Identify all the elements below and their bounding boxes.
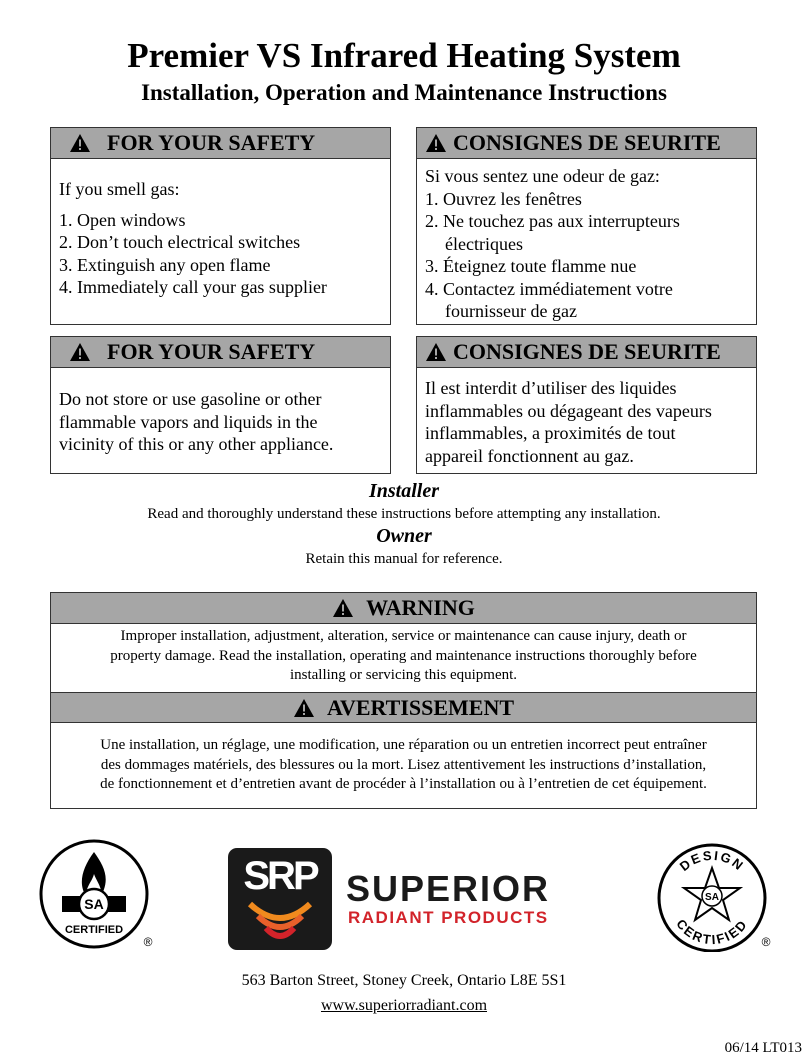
- avertissement-line-1: Une installation, un réglage, une modification, une réparation ou un entretien incorrect peut entraîner: [100, 737, 707, 753]
- brand-name: SUPERIOR: [346, 868, 551, 909]
- page-title: Premier VS Infrared Heating System: [127, 36, 681, 75]
- warning-line-3: installing or servicing this equipment.: [289, 667, 518, 683]
- gas-step-2: 2. Don’t touch electrical switches: [59, 232, 301, 252]
- flammable-line-4-fr: appareil fonctionnent au gaz.: [425, 445, 634, 466]
- warning-heading: WARNING: [366, 595, 475, 620]
- installer-text: Read and thoroughly understand these instructions before attempting any installation.: [147, 506, 661, 522]
- safety-heading: FOR YOUR SAFETY: [107, 130, 316, 155]
- company-address: 563 Barton Street, Stoney Creek, Ontario L8E 5S1: [241, 972, 567, 989]
- flammable-line-2: flammable vapors and liquids in the: [59, 411, 318, 432]
- safety-box-header: [417, 337, 756, 368]
- avertissement-line-3: de fonctionnement et d’entretien avant de procéder à l’installation ou à l’entretien de cet équipement.: [100, 776, 707, 792]
- owner-label: Owner: [376, 525, 432, 547]
- gas-step-1: 1. Open windows: [59, 209, 186, 230]
- avertissement-heading: AVERTISSEMENT: [326, 694, 515, 720]
- safety-box-header: [417, 128, 756, 159]
- safety-box-gas-fr: [416, 127, 757, 325]
- avertissement-header: [51, 692, 756, 723]
- warning-line-1: Improper installation, adjustment, alteration, service or maintenance can cause injury, death or: [120, 628, 687, 644]
- design-mark-text: SA: [705, 892, 719, 903]
- srp-brand-logo: [228, 848, 586, 950]
- safety-heading: CONSIGNES DE SEURITE: [453, 339, 721, 364]
- warning-line-2: property damage. Read the installation, operating and maintenance instructions thoroughly before: [110, 647, 697, 664]
- warning-triangle-icon: [332, 598, 354, 618]
- warning-triangle-icon: [69, 133, 91, 153]
- gas-step-3-fr: 3. Éteignez toute flamme nue: [425, 256, 637, 276]
- safety-box-header: [51, 337, 390, 368]
- gas-step-4-fr: 4. Contactez immédiatement votre: [425, 278, 673, 299]
- gas-intro: If you smell gas:: [59, 179, 180, 199]
- warning-triangle-icon: [293, 698, 315, 718]
- website-link[interactable]: www.superiorradiant.com: [320, 997, 488, 1014]
- safety-box-header: [51, 128, 390, 159]
- installer-label: Installer: [368, 480, 440, 502]
- safety-box-gas-en: [50, 127, 391, 325]
- registered-mark: ®: [761, 935, 771, 949]
- avertissement-line-2: des dommages matériels, des blessures ou la mort. Lisez attentivement les instructions d’installation,: [100, 756, 707, 773]
- gas-intro-fr: Si vous sentez une odeur de gaz:: [425, 166, 660, 186]
- warning-triangle-icon: [69, 342, 91, 362]
- warning-triangle-icon: [425, 342, 447, 362]
- flammable-line-1: Do not store or use gasoline or other: [59, 389, 322, 409]
- flammable-line-1-fr: Il est interdit d’utiliser des liquides: [425, 378, 677, 398]
- gas-step-4-cont-fr: fournisseur de gaz: [445, 301, 577, 321]
- flammable-line-3-fr: inflammables, a proximités de tout: [425, 423, 676, 443]
- flammable-line-2-fr: inflammables ou dégageant des vapeurs: [425, 400, 712, 421]
- warning-triangle-icon: [425, 133, 447, 153]
- warning-header: [51, 593, 756, 624]
- csa-mark-text: SA: [84, 896, 104, 912]
- safety-heading: FOR YOUR SAFETY: [107, 339, 316, 364]
- safety-box-flammable-en: [50, 336, 391, 474]
- gas-step-4: 4. Immediately call your gas supplier: [59, 277, 327, 297]
- radiant-waves-icon: [228, 898, 332, 950]
- flammable-line-3: vicinity of this or any other appliance.: [59, 434, 334, 454]
- srp-mark: SRP: [243, 854, 317, 898]
- gas-step-3: 3. Extinguish any open flame: [59, 254, 271, 275]
- safety-box-flammable-fr: [416, 336, 757, 474]
- csa-certified-text: CERTIFIED: [64, 924, 124, 936]
- gas-step-1-fr: 1. Ouvrez les fenêtres: [425, 188, 582, 209]
- design-bottom-text: CERTIFIED: [673, 916, 751, 948]
- gas-step-2-cont-fr: électriques: [445, 233, 523, 254]
- warning-box: [50, 592, 757, 809]
- gas-step-2-fr: 2. Ne touchez pas aux interrupteurs: [425, 211, 680, 231]
- owner-text: Retain this manual for reference.: [305, 551, 503, 567]
- design-top-text: DESIGN: [676, 847, 748, 874]
- document-code: 06/14 LT013: [724, 1040, 802, 1056]
- srp-badge: [228, 848, 332, 950]
- page-subtitle: Installation, Operation and Maintenance Instructions: [141, 80, 667, 105]
- safety-heading: CONSIGNES DE SEURITE: [453, 130, 721, 155]
- csa-certified-logo: [38, 838, 158, 950]
- design-certified-logo: [652, 840, 774, 952]
- registered-mark: ®: [143, 935, 153, 949]
- brand-tagline: RADIANT PRODUCTS: [348, 908, 549, 927]
